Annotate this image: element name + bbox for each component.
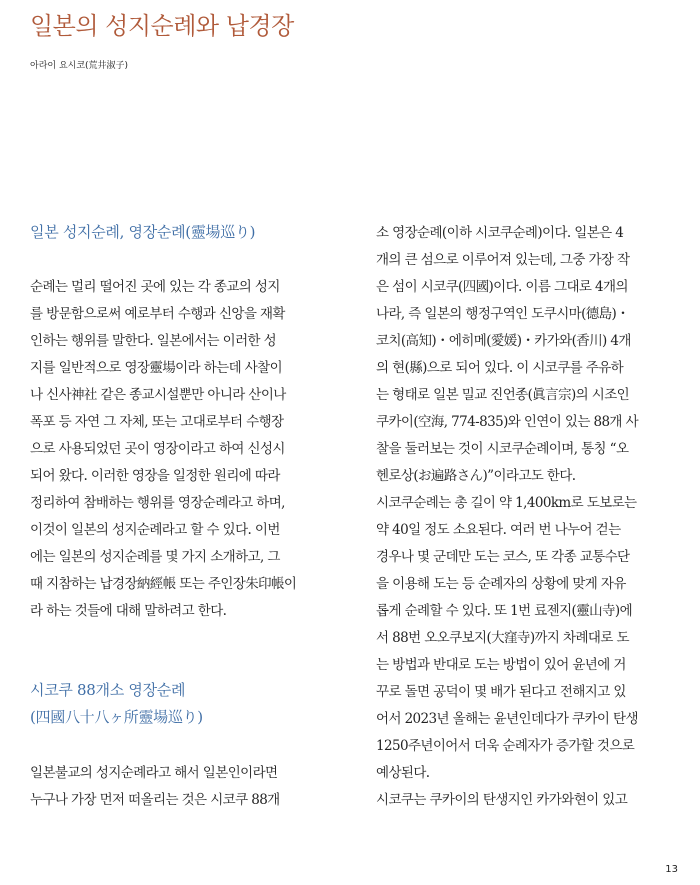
paragraph-line: 1250주년이어서 더욱 순례자가 증가할 것으로 <box>376 738 635 754</box>
section-heading-shikoku-subtitle: (四國八十八ヶ所靈場巡り) <box>30 708 203 726</box>
section-heading-pilgrimage: 일본 성지순례, 영장순례(靈場巡り) <box>30 223 256 241</box>
paragraph-line: 라 하는 것들에 대해 말하려고 한다. <box>30 603 227 619</box>
paragraph-line: 인하는 행위를 말한다. 일본에서는 이러한 성 <box>30 333 277 349</box>
paragraph-line: 을 이용해 도는 등 순례자의 상황에 맞게 자유 <box>376 576 626 592</box>
paragraph-line: 롭게 순례할 수 있다. 또 1번 료젠지(靈山寺)에 <box>376 603 633 619</box>
paragraph-line: 헨로상(お遍路さん)”이라고도 한다. <box>376 468 576 484</box>
paragraph-line: 으로 사용되었던 곳이 영장이라고 하여 신성시 <box>30 441 285 457</box>
paragraph-line: 나라, 즉 일본의 행정구역인 도쿠시마(德島)・ <box>376 306 630 322</box>
paragraph-line: 의 현(縣)으로 되어 있다. 이 시코쿠를 주유하 <box>376 360 624 376</box>
paragraph-line: 이것이 일본의 성지순례라고 할 수 있다. 이번 <box>30 522 280 538</box>
paragraph-line: 에는 일본의 성지순례를 몇 가지 소개하고, 그 <box>30 549 280 565</box>
paragraph-line: 소 영장순례(이하 시코쿠순례)이다. 일본은 4 <box>376 225 624 241</box>
page-number: 13 <box>665 864 678 875</box>
paragraph-line: 찰을 둘러보는 것이 시코쿠순례이며, 통칭 “오 <box>376 441 629 457</box>
paragraph-line: 순례는 멀리 떨어진 곳에 있는 각 종교의 성지 <box>30 279 280 295</box>
section-heading-shikoku: 시코쿠 88개소 영장순례 <box>30 681 186 699</box>
paragraph-line: 개의 큰 섬으로 이루어져 있는데, 그중 가장 작 <box>376 252 630 268</box>
paragraph-line: 경우나 몇 군데만 도는 코스, 또 각종 교통수단 <box>376 549 630 565</box>
paragraph-line: 쿠카이(空海, 774-835)와 인연이 있는 88개 사 <box>376 414 639 430</box>
paragraph-line: 시코쿠순례는 총 길이 약 1,400km로 도보로는 <box>376 495 637 511</box>
paragraph-line: 어서 2023년 올해는 윤년인데다가 쿠카이 탄생 <box>376 711 638 727</box>
paragraph-line: 나 신사神社 같은 종교시설뿐만 아니라 산이나 <box>30 387 286 403</box>
paragraph-line: 은 섬이 시코쿠(四國)이다. 이름 그대로 4개의 <box>376 279 628 295</box>
paragraph-line: 지를 일반적으로 영장靈場이라 하는데 사찰이 <box>30 360 283 376</box>
paragraph-line: 꾸로 돌면 공덕이 몇 배가 된다고 전해지고 있 <box>376 684 626 700</box>
paragraph-line: 정리하여 참배하는 행위를 영장순례라고 하며, <box>30 495 285 511</box>
paragraph-line: 되어 왔다. 이러한 영장을 일정한 원리에 따라 <box>30 468 280 484</box>
paragraph-line: 를 방문함으로써 예로부터 수행과 신앙을 재확 <box>30 306 285 322</box>
paragraph-line: 는 방법과 반대로 도는 방법이 있어 윤년에 거 <box>376 657 626 673</box>
paragraph-line: 일본불교의 성지순례라고 해서 일본인이라면 <box>30 765 278 781</box>
paragraph-line: 시코쿠는 쿠카이의 탄생지인 카가와현이 있고 <box>376 792 628 808</box>
paragraph-line: 누구나 가장 먼저 떠올리는 것은 시코쿠 88개 <box>30 792 280 808</box>
author-name: 아라이 요시코(荒井淑子) <box>30 61 129 71</box>
paragraph-line: 는 형태로 일본 밀교 진언종(眞言宗)의 시조인 <box>376 387 630 403</box>
paragraph-line: 폭포 등 자연 그 자체, 또는 고대로부터 수행장 <box>30 414 284 430</box>
paragraph-line: 때 지참하는 납경장納經帳 또는 주인장朱印帳이 <box>30 576 297 592</box>
paragraph-line: 코치(高知)・에히메(愛媛)・카가와(香川) 4개 <box>376 333 631 349</box>
paragraph-line: 예상된다. <box>376 765 430 781</box>
paragraph-line: 약 40일 정도 소요된다. 여러 번 나누어 걷는 <box>376 522 621 538</box>
page-title: 일본의 성지순례와 납경장 <box>30 12 294 40</box>
paragraph-line: 서 88번 오오쿠보지(大窪寺)까지 차례대로 도 <box>376 630 629 646</box>
